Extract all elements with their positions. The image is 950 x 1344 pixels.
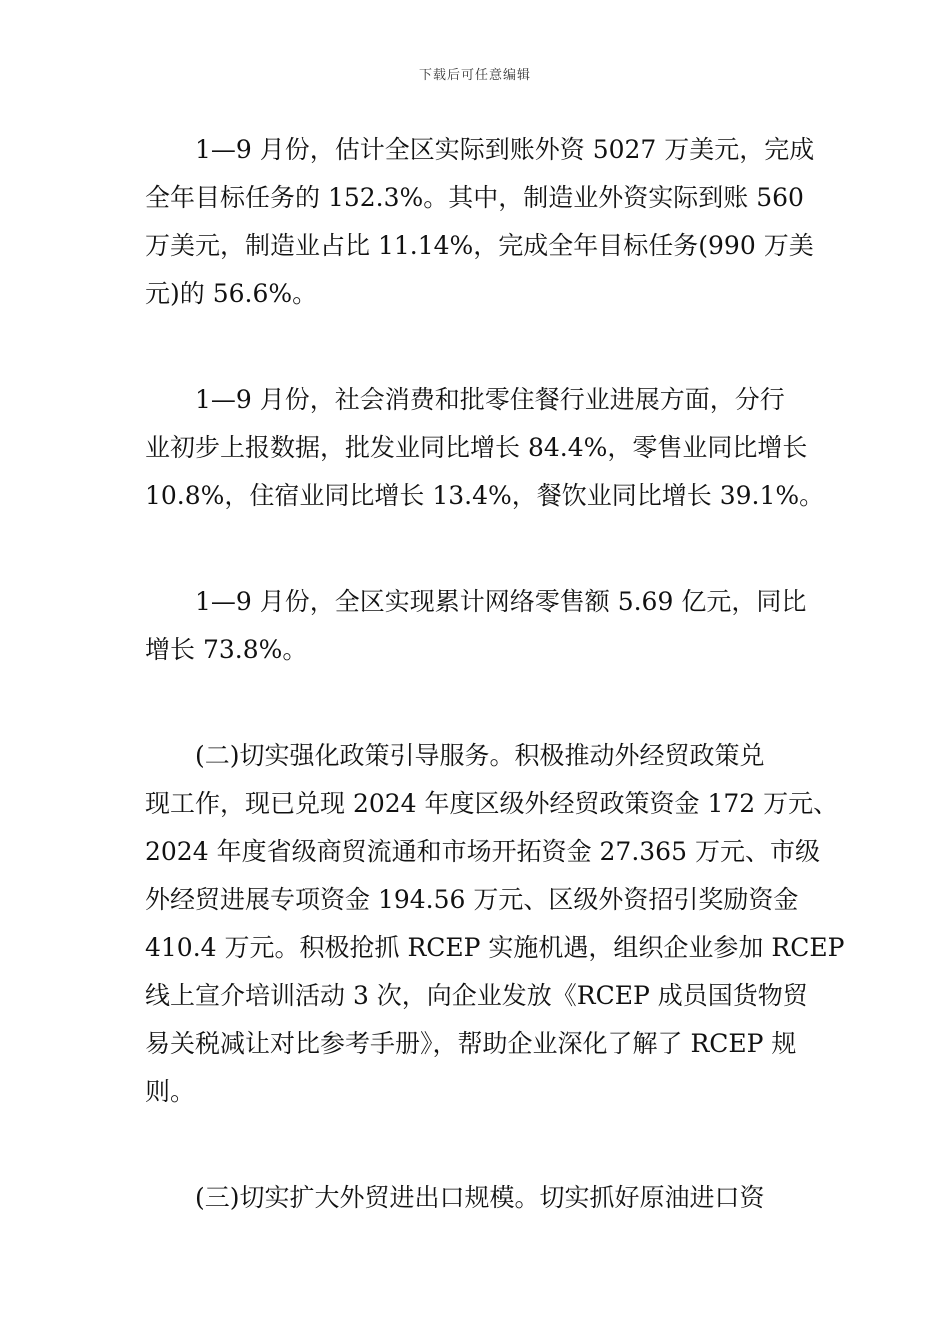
text-line: 外经贸进展专项资金 194.56 万元、区级外资招引奖励资金	[145, 885, 799, 914]
text-line: 业初步上报数据，批发业同比增长 84.4%，零售业同比增长	[145, 433, 808, 462]
text-line: 10.8%，住宿业同比增长 13.4%，餐饮业同比增长 39.1%。	[145, 481, 825, 510]
text-line: 易关税减让对比参考手册》，帮助企业深化了解了 RCEP 规	[145, 1029, 797, 1058]
text-line: 万美元，制造业占比 11.14%，完成全年目标任务(990 万美	[145, 231, 814, 260]
text-line: 1—9 月份，估计全区实际到账外资 5027 万美元，完成	[195, 135, 815, 164]
text-line: 则。	[145, 1077, 196, 1106]
text-line: 线上宣介培训活动 3 次，向企业发放《RCEP 成员国货物贸	[145, 981, 808, 1010]
page-header-note: 下载后可任意编辑	[418, 68, 531, 83]
paragraph-foreign-trade	[145, 1174, 810, 1222]
document-body	[145, 126, 845, 1280]
paragraph-policy-services	[145, 732, 845, 1116]
text-line: (三)切实扩大外贸进出口规模。切实抓好原油进口资	[195, 1183, 765, 1212]
text-line: (二)切实强化政策引导服务。积极推动外经贸政策兑	[195, 741, 765, 770]
text-line: 全年目标任务的 152.3%。其中，制造业外资实际到账 560	[145, 183, 804, 212]
text-line: 2024 年度省级商贸流通和市场开拓资金 27.365 万元、市级	[145, 837, 820, 866]
text-line: 元)的 56.6%。	[145, 279, 318, 308]
text-line: 410.4 万元。积极抢抓 RCEP 实施机遇，组织企业参加 RCEP	[145, 933, 845, 962]
text-line: 1—9 月份，全区实现累计网络零售额 5.69 亿元，同比	[195, 587, 807, 616]
paragraph-online-retail	[145, 578, 810, 674]
paragraph-consumer-retail	[145, 376, 825, 520]
text-line: 增长 73.8%。	[145, 635, 308, 664]
text-line: 现工作，现已兑现 2024 年度区级外经贸政策资金 172 万元、	[145, 789, 839, 818]
text-line: 1—9 月份，社会消费和批零住餐行业进展方面，分行	[195, 385, 785, 414]
paragraph-foreign-investment	[145, 126, 815, 318]
